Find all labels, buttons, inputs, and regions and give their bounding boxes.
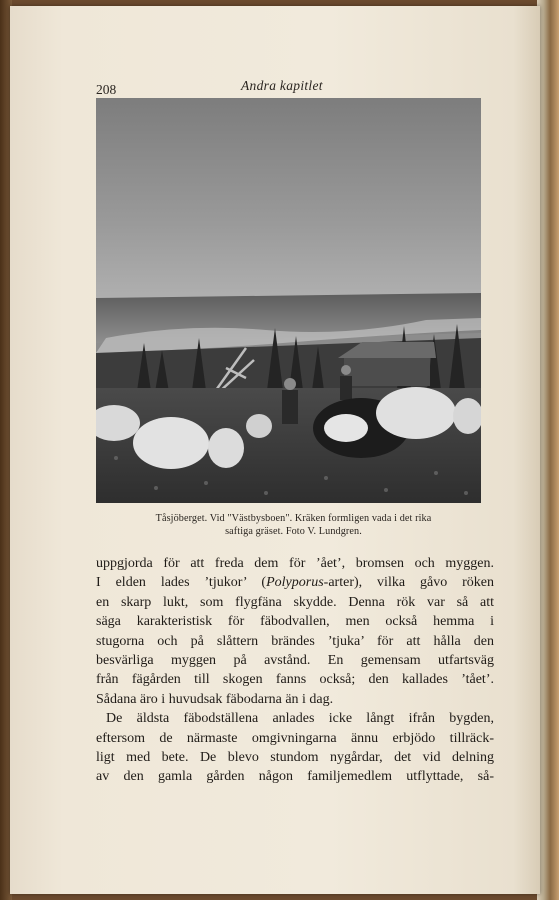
body-text [96,554,494,787]
page-header [96,78,496,98]
text-line: av den gamla gården någon familjemedlem utflyttade, så- [96,769,494,785]
text-line: De äldsta fäbodställena anlades icke långt ifrån bygden, [106,711,494,727]
text-line: besvärliga myggen på avstånd. En gemensam utfartsväg [96,653,494,669]
text-line: stugorna och på slåttern brändes ’tjuka’ för att hålla den [96,633,494,649]
text-line: eftersom de närmaste omgivningarna ännu erbjödo tillräck- [96,730,494,746]
text-line: uppgjorda för att freda dem för ’ået’, bromsen och myggen. [96,556,494,571]
text-line: från fägården till skogen fanns också; den kallades ’tået’. [96,672,494,688]
italic-term: Polyporus [266,575,324,591]
page-number: 208 [96,82,117,97]
photo-pasture-cows-illustration [96,98,481,503]
photo-caption [96,512,491,538]
caption-line: saftiga gräset. Foto V. Lundgren. [225,526,362,537]
caption-line: Tåsjöberget. Vid "Västbysboen". Kräken formligen vada i det rika [155,513,432,524]
running-head: Andra kapitlet [241,78,323,93]
text-line: ligt med bete. De blevo stundom nygårdar, det vid delning [96,750,494,766]
text-line: säga karakteristisk för fäbodvallen, men också hemma i [96,614,494,630]
text-line: I elden lades ’tjukor’ (Polyporus-arter), vilka gåvo röken [96,575,494,591]
photograph [96,98,481,503]
text-line: Sådana äro i huvudsak fäbodarna än i dag. [96,691,334,707]
book-spine-edge [537,0,559,900]
text-line: en skarp lukt, som flygfäna skydde. Denna rök var så att [96,594,494,610]
